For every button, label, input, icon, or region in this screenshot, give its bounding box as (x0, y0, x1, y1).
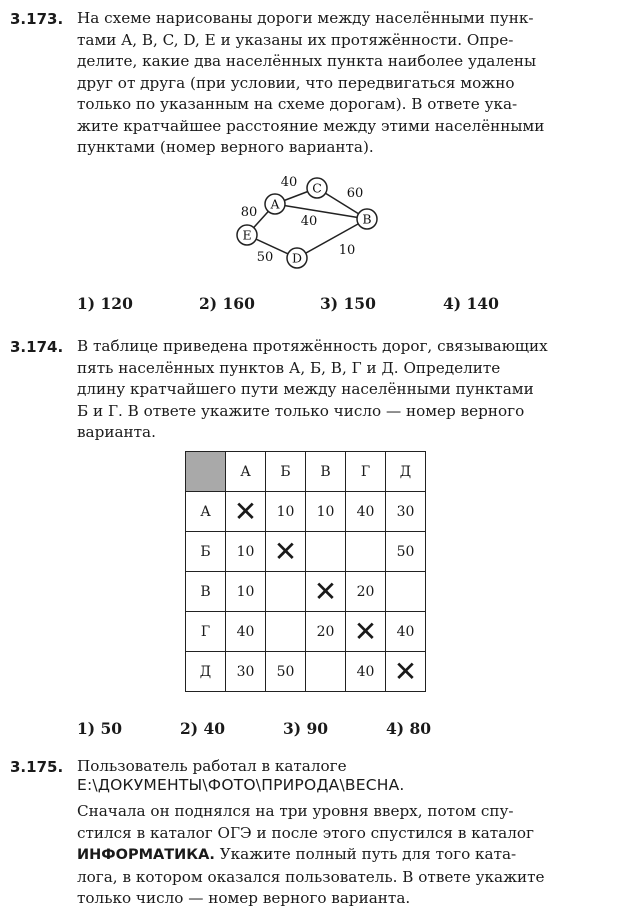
table-cell: 20 (306, 612, 346, 652)
answer-option: 3) 150 (320, 294, 376, 313)
table-cell (266, 532, 306, 572)
row-header: Д (186, 652, 226, 692)
answer-option: 1) 120 (77, 294, 133, 313)
table-cell: 50 (266, 652, 306, 692)
table-cell: 50 (386, 532, 426, 572)
answer-option: 2) 160 (199, 294, 255, 313)
text-line: стился в каталог ОГЭ и после этого спустился в каталог (77, 823, 534, 842)
text-line: длину кратчайшего пути между населёнными пунктами (77, 380, 534, 398)
table-cell (386, 652, 426, 692)
table-cell (346, 612, 386, 652)
problem-text (77, 336, 607, 444)
text-line: На схеме нарисованы дороги между населёнными пунк- (77, 9, 534, 27)
table-row (186, 572, 426, 612)
node-label-b: B (362, 211, 372, 227)
answer-option: 4) 140 (443, 294, 499, 313)
table-cell (306, 532, 346, 572)
table-cell: 30 (386, 492, 426, 532)
table-cell (386, 572, 426, 612)
problem-text (77, 8, 607, 159)
column-header: А (226, 452, 266, 492)
table-cell (226, 492, 266, 532)
problem-number: 3.175. (10, 758, 64, 776)
table-cell: 20 (346, 572, 386, 612)
column-header: Г (346, 452, 386, 492)
folder-name: ИНФОРМАТИКА. (77, 847, 215, 863)
text-line (77, 844, 607, 867)
edge-label-a-b: 40 (300, 214, 318, 229)
column-header: Б (266, 452, 306, 492)
text-line: только по указанным на схеме дорогам). В ответе ука- (77, 95, 518, 113)
node-label-e: E (242, 227, 252, 243)
cross-mark-icon: ✕ (313, 574, 338, 608)
table-cell (346, 532, 386, 572)
edge-label-e-d: 50 (256, 250, 274, 265)
edge-label-c-b: 60 (346, 186, 364, 201)
table-cell: 40 (346, 652, 386, 692)
table-cell: 40 (386, 612, 426, 652)
edge-label-a-c: 40 (280, 175, 298, 190)
answer-option: 4) 80 (386, 719, 432, 738)
answer-option: 3) 90 (283, 719, 329, 738)
table-cell: 10 (306, 492, 346, 532)
column-header: В (306, 452, 346, 492)
table-row (186, 492, 426, 532)
row-header: А (186, 492, 226, 532)
table-row (186, 652, 426, 692)
table-cell: 10 (266, 492, 306, 532)
table-row (186, 612, 426, 652)
text-line: пунктами (номер верного варианта). (77, 138, 374, 156)
text-line: делите, какие два населённых пункта наиболее удалены (77, 52, 537, 70)
problem-text-intro: Пользователь работал в каталоге (77, 757, 347, 775)
cross-mark-icon: ✕ (353, 614, 378, 648)
text-line: Б и Г. В ответе укажите только число — номер верного (77, 401, 525, 420)
node-label-a: A (270, 196, 280, 212)
text-fragment: Укажите полный путь для того ката- (214, 845, 517, 863)
answer-option: 1) 50 (77, 719, 123, 738)
row-header: Г (186, 612, 226, 652)
distance-table (185, 451, 426, 692)
text-line: тами A, B, C, D, E и указаны их протяжённости. Опре- (77, 30, 514, 49)
problem-text-body (77, 801, 607, 910)
table-cell: 40 (226, 612, 266, 652)
table-cell: 30 (226, 652, 266, 692)
table-cell (306, 572, 346, 612)
text-line: лога, в котором оказался пользователь. В ответе укажите (77, 867, 545, 886)
cross-mark-icon: ✕ (233, 494, 258, 528)
problem-number: 3.173. (10, 10, 64, 28)
column-header: Д (386, 452, 426, 492)
text-line: пять населённых пунктов А, Б, В, Г и Д. Определите (77, 358, 501, 377)
edge-a-b (275, 204, 367, 219)
table-cell (266, 572, 306, 612)
text-line: только число — номер верного варианта. (77, 889, 411, 907)
table-corner-cell (186, 452, 226, 492)
table-cell: 40 (346, 492, 386, 532)
cross-mark-icon: ✕ (273, 534, 298, 568)
table-cell (306, 652, 346, 692)
table-header-row (186, 452, 426, 492)
problem-number: 3.174. (10, 338, 64, 356)
text-line: варианта. (77, 423, 156, 441)
road-graph-diagram (225, 168, 400, 273)
text-line: жите кратчайшее расстояние между этими населёнными (77, 116, 545, 135)
node-label-c: C (312, 180, 322, 196)
row-header: Б (186, 532, 226, 572)
cross-mark-icon: ✕ (393, 654, 418, 688)
edge-label-a-e: 80 (240, 205, 258, 220)
table-row (186, 532, 426, 572)
text-line: В таблице приведена протяжённость дорог, связывающих (77, 337, 548, 355)
edge-label-d-b: 10 (338, 243, 356, 258)
node-label-d: D (291, 250, 303, 266)
answer-option: 2) 40 (180, 719, 226, 738)
directory-path: Е:\ДОКУМЕНТЫ\ФОТО\ПРИРОДА\ВЕСНА. (77, 776, 405, 794)
table-cell: 10 (226, 572, 266, 612)
text-line: друг от друга (при условии, что передвигаться можно (77, 73, 515, 92)
text-line: Сначала он поднялся на три уровня вверх, потом спу- (77, 802, 514, 820)
table-cell (266, 612, 306, 652)
row-header: В (186, 572, 226, 612)
table-cell: 10 (226, 532, 266, 572)
